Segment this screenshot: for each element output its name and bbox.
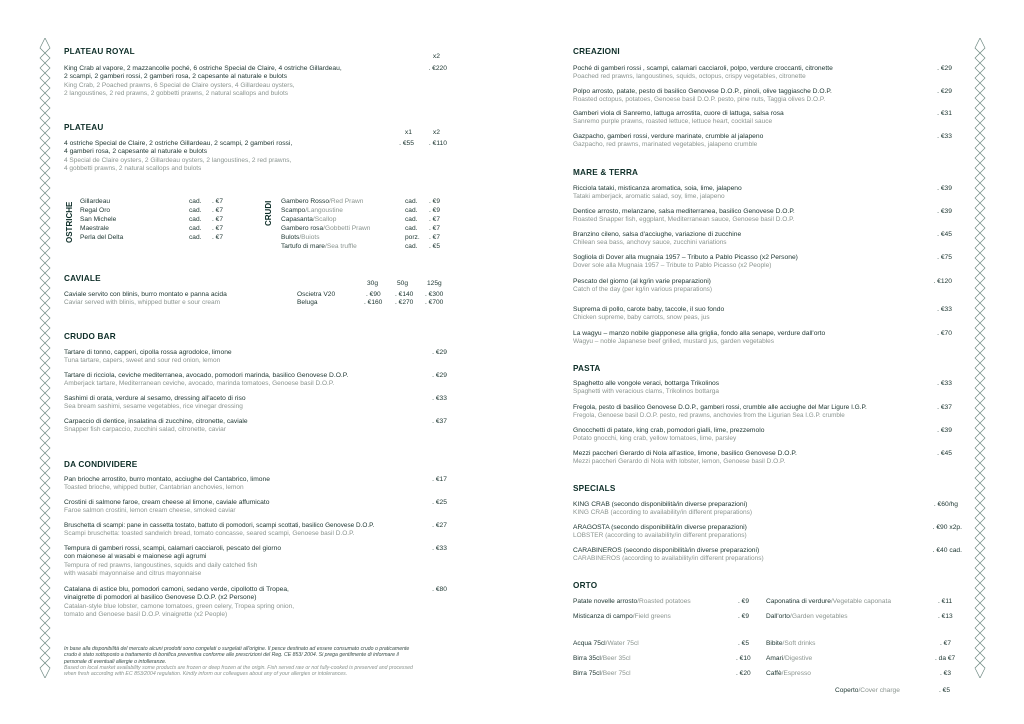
dish-line: Sogliola di Dover alla mugnaia 1957 – Tributo a Pablo Picasso (x2 Persone) bbox=[573, 254, 798, 261]
dish-line: Poché di gamberi rossi , scampi, calamari cacciaroli, polpo, verdure croccanti, citronette bbox=[573, 65, 833, 72]
dish-line: Bruschetta di scampi: pane in cassetta tostato, battuto di pomodori, scampi scottati, basilico Genovese D.O.P. bbox=[64, 522, 375, 529]
col-header: x1 bbox=[404, 129, 412, 136]
dish-line: Ricciola tataki, misticanza aromatica, soia, lime, jalapeno bbox=[573, 185, 742, 192]
section-title-plateau-royal: PLATEAU ROYAL bbox=[64, 47, 135, 56]
list-item: Tartufo di mare/Sea truffle cad. . €5 bbox=[281, 243, 440, 250]
price: . €140 bbox=[395, 291, 414, 298]
section-title-orto: ORTO bbox=[573, 581, 598, 590]
dish-translation: Scampi bruschetta: toasted sandwich bread, tomato concasse, seared scampi, Genoese basil D.O.P. bbox=[64, 530, 355, 537]
dish-translation: Catalan-style blue lobster, camone tomatoes, green celery, Tropea spring onion, bbox=[64, 603, 295, 610]
col-header: 50g bbox=[397, 280, 409, 287]
price: . €90 x2p. bbox=[932, 524, 962, 531]
caviar-name: Beluga bbox=[297, 299, 318, 306]
dish-translation: Chilean sea bass, anchovy sauce, zucchini variations bbox=[573, 239, 727, 246]
price: . €33 bbox=[432, 545, 447, 552]
section-title-specials: SPECIALS bbox=[573, 484, 616, 493]
side-dish: Patate novelle arrosto/Roasted potatoes bbox=[573, 598, 691, 605]
price: . €13 bbox=[938, 613, 953, 620]
price: . €5 bbox=[738, 640, 749, 647]
list-item: Perla del Delta cad. . €7 bbox=[80, 234, 223, 241]
dish-translation: Sea bream sashimi, sesame vegetables, rice vinegar dressing bbox=[64, 403, 243, 410]
price: . €33 bbox=[937, 380, 952, 387]
dish-translation: Tempura of red prawns, langoustines, squids and daily catched fish bbox=[64, 562, 258, 569]
dish-translation: 2 langoustines, 2 red prawns, 2 gobbetti prawns, 2 natural scallops and bulots bbox=[64, 90, 289, 97]
dish-translation: King Crab, 2 Poached prawns, 6 Special de Claire oysters, 4 Gillardeau oysters, bbox=[64, 82, 295, 89]
price: . €20 bbox=[736, 670, 751, 677]
side-dish: Misticanza di campo/Field greens bbox=[573, 613, 671, 620]
crudi-label: CRUDI bbox=[264, 200, 273, 226]
price: . €9 bbox=[738, 613, 749, 620]
dish-translation: Caviar served with blinis, whipped butter e sour cream bbox=[64, 299, 221, 306]
price: . €60/hg bbox=[933, 501, 958, 508]
section-title-plateau: PLATEAU bbox=[64, 123, 104, 132]
dish-translation: CARABINEROS (according to availability/in different preparations) bbox=[573, 555, 764, 562]
price: . €110 bbox=[428, 140, 447, 147]
dish-line: Branzino cileno, salsa d'acciughe, variazione di zucchine bbox=[573, 231, 742, 238]
dish-translation: 4 gobbetti prawns, 2 natural scallops and bulots bbox=[64, 165, 202, 172]
drink-item: Birra 35cl/Beer 35cl bbox=[573, 655, 631, 662]
price: . €700 bbox=[425, 299, 444, 306]
dish-line: Suprema di pollo, carote baby, taccole, il suo fondo bbox=[573, 306, 725, 313]
dish-line: Mezzi paccheri Gerardo di Nola all'astice, limone, basilico Genovese D.O.P. bbox=[573, 450, 797, 457]
dish-line: 2 scampi, 2 gamberi rossi, 2 gamberi rosa, 2 capesante al naturale e bulots bbox=[64, 73, 288, 80]
dish-translation: tomato and Genoese basil D.O.P. vinaigrette (x2 People) bbox=[64, 611, 228, 618]
dish-translation: Amberjack tartare, Mediterranean ceviche, avocado, marinda tomatoes, Genoese basil D.O.P. bbox=[64, 380, 335, 387]
section-title-caviale: CAVIALE bbox=[64, 274, 101, 283]
dish-line: 4 gamberi rosa, 2 capesante al naturale e bulots bbox=[64, 148, 208, 155]
dish-line: 4 ostriche Special de Claire, 2 ostriche Gillardeau, 2 scampi, 2 gamberi rossi, bbox=[64, 140, 293, 147]
diamond-border-left bbox=[39, 38, 51, 678]
dish-line: Carpaccio di dentice, insalatina di zucchine, citronette, caviale bbox=[64, 418, 248, 425]
section-title-crudo-bar: CRUDO BAR bbox=[64, 332, 116, 341]
section-title-da-condividere: DA CONDIVIDERE bbox=[64, 460, 138, 469]
section-title-pasta: PASTA bbox=[573, 364, 601, 373]
list-item: San Michele cad. . €7 bbox=[80, 216, 223, 223]
dish-translation: Tataki amberjack, aromatic salad, soy, lime, jalapeno bbox=[573, 193, 725, 200]
dish-line: ARAGOSTA (secondo disponibilità/in diverse preparazioni) bbox=[573, 524, 747, 531]
price: . €33 bbox=[432, 395, 447, 402]
dish-line: Polpo arrosto, patate, pesto di basilico Genovese D.O.P., pinoli, olive taggiasche D.O.P. bbox=[573, 88, 832, 95]
dish-translation: KING CRAB (according to availability/in different preparations) bbox=[573, 509, 753, 516]
price: . €55 bbox=[399, 140, 414, 147]
caviar-name: Oscietra V20 bbox=[297, 291, 336, 298]
list-item: Scampo/Langoustine cad. . €9 bbox=[281, 207, 440, 214]
drink-item: Bibite/Soft drinks bbox=[766, 640, 816, 647]
dish-line: Gamberi viola di Sanremo, lattuga arrostita, cuore di lattuga, salsa rosa bbox=[573, 110, 784, 117]
side-dish: Dall'orto/Garden vegetables bbox=[766, 613, 848, 620]
dish-line: Gnocchetti di patate, king crab, pomodori gialli, lime, prezzemolo bbox=[573, 427, 765, 434]
col-header: 125g bbox=[427, 280, 442, 287]
dish-line: con maionese al wasabi e maionese agli agrumi bbox=[64, 553, 207, 560]
price: . €10 bbox=[736, 655, 751, 662]
dish-line: Fregola, pesto di basilico Genovese D.O.P., gamberi rossi, crumble alle acciughe del Mar Ligure I.G.P. bbox=[573, 404, 867, 411]
price: . €31 bbox=[937, 110, 952, 117]
dish-line: Tempura di gamberi rossi, scampi, calamari cacciaroli, pescato del giorno bbox=[64, 545, 282, 552]
dish-line: Spaghetto alle vongole veraci, bottarga Trikolinos bbox=[573, 380, 720, 387]
drink-item: Acqua 75cl/Water 75cl bbox=[573, 640, 639, 647]
price: . €160 bbox=[364, 299, 383, 306]
dish-line: Pan brioche arrostito, burro montato, acciughe del Cantabrico, limone bbox=[64, 476, 270, 483]
dish-translation: Wagyu – noble Japanese beef grilled, mustard jus, garden vegetables bbox=[573, 338, 775, 345]
dish-translation: LOBSTER (according to availability/in different preparations) bbox=[573, 532, 747, 539]
dish-line: Tartare di tonno, capperi, cipolla rossa agrodolce, limone bbox=[64, 349, 232, 356]
dish-line: Crostini di salmone faroe, cream cheese al limone, caviale affumicato bbox=[64, 499, 270, 506]
ostriche-label: OSTRICHE bbox=[65, 201, 74, 243]
dish-translation: Roasted Snapper fish, eggplant, Mediterranean sauce, Genoese basil D.O.P. bbox=[573, 216, 795, 223]
dish-line: vinaigrette di pomodori al basilico Genovese D.O.P. (x2 Persone) bbox=[64, 594, 257, 601]
dish-translation: Poached red prawns, langoustines, squids, octopus, crispy vegetables, citronette bbox=[573, 73, 806, 80]
price: . €33 bbox=[937, 306, 952, 313]
ostriche-list bbox=[80, 198, 230, 243]
dish-line: Tartare di ricciola, ceviche mediterranea, avocado, pomodori marinda, basilico Genovese D.O.P. bbox=[64, 372, 349, 379]
price: . da €7 bbox=[935, 655, 956, 662]
price: . €80 bbox=[432, 586, 447, 593]
price: . €220 bbox=[428, 65, 447, 72]
dish-translation: Snapper fish carpaccio, zucchini salad, citronette, caviar bbox=[64, 426, 226, 433]
cover-charge: Coperto/Cover charge bbox=[835, 687, 900, 694]
dish-line: Sashimi di orata, verdure al sesamo, dressing all'aceto di riso bbox=[64, 395, 246, 402]
dish-line: Gazpacho, gamberi rossi, verdure marinate, crumble al jalapeno bbox=[573, 133, 764, 140]
price: . €300 bbox=[425, 291, 444, 298]
dish-line: CARABINEROS (secondo disponibilità/in diverse preparazioni) bbox=[573, 547, 760, 554]
dish-translation: Potato gnocchi, king crab, yellow tomatoes, lime, parsley bbox=[573, 435, 737, 442]
price: . €45 bbox=[937, 450, 952, 457]
dish-translation: Tuna tartare, capers, sweet and sour red onion, lemon bbox=[64, 357, 221, 364]
price: . €37 bbox=[432, 418, 447, 425]
drink-item: Caffè/Espresso bbox=[766, 670, 811, 677]
dish-translation: Spaghetti with veracious clams, Trikolinos bottarga bbox=[573, 388, 719, 395]
price: . €40 cad. bbox=[932, 547, 962, 554]
crudi-list bbox=[281, 198, 447, 252]
dish-translation: with wasabi mayonnaise and citrus mayonnaise bbox=[64, 570, 202, 577]
price: . €70 bbox=[937, 330, 952, 337]
price: . €29 bbox=[937, 88, 952, 95]
price: . €3 bbox=[940, 670, 951, 677]
dish-translation: 4 Special de Claire oysters, 2 Gillardeau oysters, 2 langoustines, 2 red prawns, bbox=[64, 157, 292, 164]
price: . €17 bbox=[432, 476, 447, 483]
list-item: Capasanta/Scallop cad. . €7 bbox=[281, 216, 440, 223]
dish-translation: Sanremo purple prawns, roasted lettuce, lettuce heart, cocktail sauce bbox=[573, 118, 773, 125]
dish-translation: Fregola, Genoese basil D.O.P. pesto, red prawns, anchovies from the Ligurian Sea I.G.P. crumble bbox=[573, 412, 845, 419]
dish-line: La wagyu – manzo nobile giapponese alla griglia, fondo alla senape, verdure dall'orto bbox=[573, 330, 826, 337]
dish-line: Catalana di astice blu, pomodori camoni, sedano verde, cipollotto di Tropea, bbox=[64, 586, 289, 593]
price: . €29 bbox=[432, 349, 447, 356]
price: . €11 bbox=[938, 598, 953, 605]
allergy-note: In base alla disponibilità del mercato alcuni prodotti sono congelati o surgelati all'origine. Il pesce destinato ad essere consumato crudo o praticamente crudo è stato sottoposto a trattamento di bonifica preventiva conforme alle prescrizioni del Reg. CE 853/ 2004. Si prega gentilmente di informare il personale di eventuali allergie o intolleranze. Based on local market availability some products are frozen or deep frozen at the origin. Fish served raw or not fully-cooked is preserved and processed when fresh according with EC 853/2004 regulation. Kindly inform our colleagues about any of your allergies or intolerances. bbox=[64, 646, 413, 678]
dish-translation: Toasted brioche, whipped butter, Cantabrian anchovies, lemon bbox=[64, 484, 244, 491]
price: . €39 bbox=[937, 427, 952, 434]
dish-line: Pescato del giorno (al kg/in varie preparazioni) bbox=[573, 278, 711, 285]
diamond-border-right bbox=[974, 38, 986, 678]
price: . €45 bbox=[937, 231, 952, 238]
dish-translation: Faroe salmon crostini, lemon cream cheese, smoked caviar bbox=[64, 507, 236, 514]
price: . €37 bbox=[937, 404, 952, 411]
price: . €90 bbox=[366, 291, 381, 298]
dish-translation: Dover sole alla Mugnaia 1957 – Tribute to Pablo Picasso (x2 People) bbox=[573, 262, 772, 269]
col-header: x2 bbox=[432, 53, 440, 60]
price: . €270 bbox=[395, 299, 414, 306]
price: . €5 bbox=[939, 687, 950, 694]
list-item: Gambero rosa/Gobbetti Prawn cad. . €7 bbox=[281, 225, 440, 232]
dish-translation: Mezzi paccheri Gerardo di Nola with lobster, lemon, Genoese basil D.O.P. bbox=[573, 458, 786, 465]
list-item: Gambero Rosso/Red Prawn cad. . €9 bbox=[281, 198, 440, 205]
dish-line: Dentice arrosto, melanzane, salsa mediterranea, basilico Genovese D.O.P. bbox=[573, 208, 795, 215]
price: . €29 bbox=[937, 65, 952, 72]
col-header: 30g bbox=[367, 280, 379, 287]
drink-item: Amari/Digestive bbox=[766, 655, 813, 662]
list-item: Regal Oro cad. . €7 bbox=[80, 207, 223, 214]
price: . €7 bbox=[940, 640, 951, 647]
price: . €39 bbox=[937, 208, 952, 215]
dish-line: Caviale servito con blinis, burro montato e panna acida bbox=[64, 291, 227, 298]
side-dish: Caponatina di verdure/Vegetable caponata bbox=[766, 598, 892, 605]
price: . €39 bbox=[937, 185, 952, 192]
section-title-mare-terra: MARE & TERRA bbox=[573, 168, 639, 177]
menu-right-page bbox=[512, 0, 1024, 724]
drink-item: Birra 75cl/Beer 75cl bbox=[573, 670, 631, 677]
list-item: Bulots/Buiots porz. . €7 bbox=[281, 234, 440, 241]
dish-line: King Crab al vapore, 2 mazzancolle poché, 6 ostriche Special de Claire, 4 ostriche Gillardeau, bbox=[64, 65, 342, 72]
dish-translation: Chicken supreme, baby carrots, snow peas, jus bbox=[573, 314, 710, 321]
price: . €33 bbox=[937, 133, 952, 140]
list-item: Gillardeau cad. . €7 bbox=[80, 198, 223, 205]
section-title-creazioni: CREAZIONI bbox=[573, 47, 620, 56]
price: . €29 bbox=[432, 372, 447, 379]
price: . €75 bbox=[937, 254, 952, 261]
dish-translation: Gazpacho, red prawns, marinated vegetables, jalapeno crumble bbox=[573, 141, 758, 148]
dish-translation: Roasted octopus, potatoes, Genoese basil D.O.P. pesto, pine nuts, Taggia olives D.O.P. bbox=[573, 96, 826, 103]
list-item: Maestrale cad. . €7 bbox=[80, 225, 223, 232]
dish-translation: Catch of the day (per kg/in various preparations) bbox=[573, 286, 713, 293]
price: . €27 bbox=[432, 522, 447, 529]
price: . €120 bbox=[933, 278, 952, 285]
price: . €9 bbox=[738, 598, 749, 605]
price: . €25 bbox=[432, 499, 447, 506]
dish-line: KING CRAB (secondo disponibilità/in diverse preparazioni) bbox=[573, 501, 748, 508]
col-header: x2 bbox=[432, 129, 440, 136]
